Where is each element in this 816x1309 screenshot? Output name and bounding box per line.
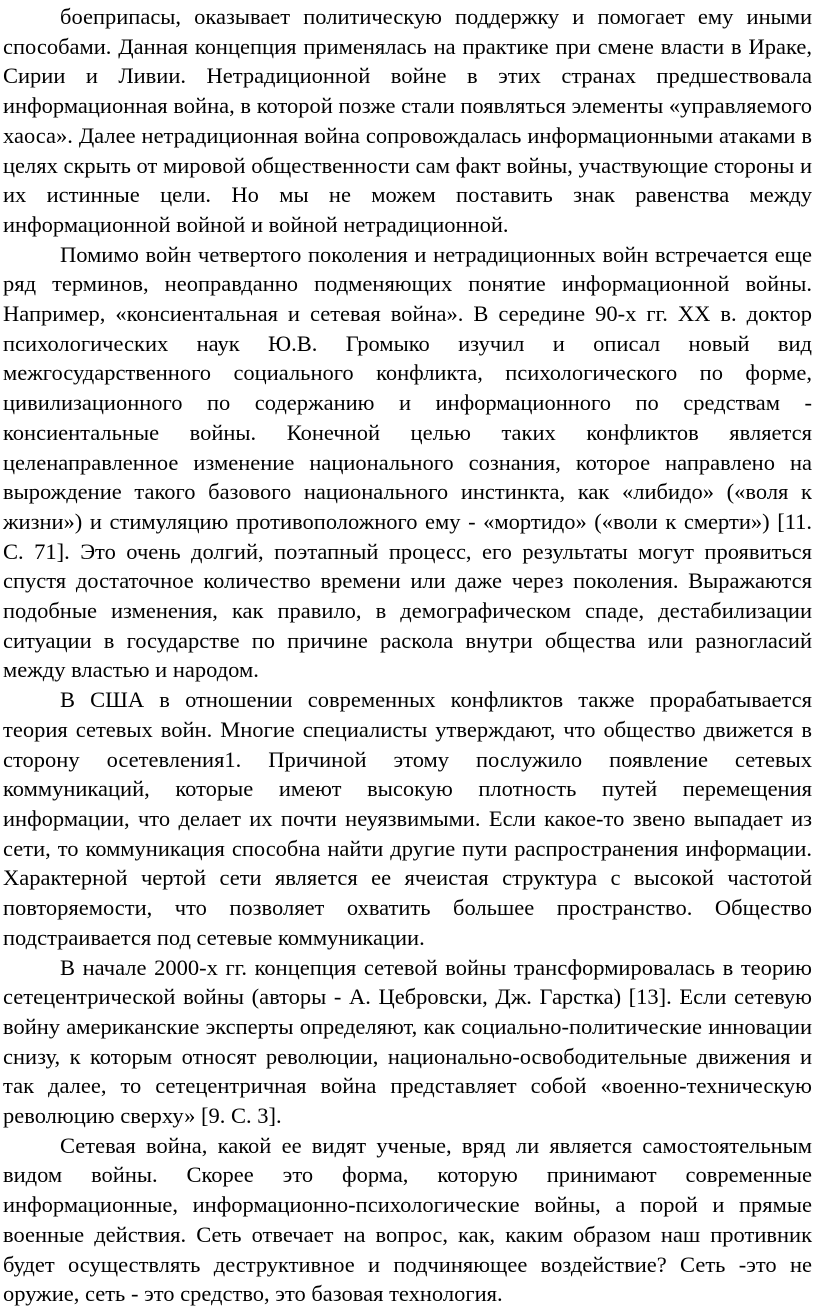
- paragraph-1: боеприпасы, оказывает политическую поддержку и помогает ему иными способами. Данная концепция применялась на практике при смене власти в Ираке, Сирии и Ливии. Нетрадиционной войне в этих странах предшествовала информационная война, в которой позже стали появляться элементы «управляемого хаоса». Далее нетрадиционная война сопровождалась информационными атаками в целях скрыть от мировой общественности сам факт войны, участвующие стороны и их истинные цели. Но мы не можем поставить знак равенства между информационной войной и войной нетрадиционной.: [3, 4, 812, 237]
- paragraph-3: В США в отношении современных конфликтов также прорабатывается теория сетевых войн. Многие специалисты утверждают, что общество движется в сторону осетевления1. Причиной этому послужило появление сетевых коммуникаций, которые имеют высокую плотность путей перемещения информации, что делает их почти неуязвимыми. Если какое-то звено выпадает из сети, то коммуникация способна найти другие пути распространения информации. Характерной чертой сети является ее ячеистая структура с высокой частотой повторяемости, что позволяет охватить большее пространство. Общество подстраивается под сетевые коммуникации.: [3, 687, 812, 950]
- paragraph-4: В начале 2000-х гг. концепция сетевой войны трансформировалась в теорию сетецентрической войны (авторы - А. Цебровски, Дж. Гарстка) [13]. Если сетевую войну американские эксперты определяют, как социально-политические инновации снизу, к которым относят революции, национально-освободительные движения и так далее, то сетецентричная война представляет собой «военно-техническую революцию сверху» [9. С. 3].: [3, 954, 812, 1129]
- paragraph-5: Сетевая война, какой ее видят ученые, вряд ли является самостоятельным видом войны. Скорее это форма, которую принимают современные информационные, информационно-психологические войны, а порой и прямые военные действия. Сеть отвечает на вопрос, как, каким образом наш противник будет осуществлять деструктивное и подчиняющее воздействие? Сеть -это не оружие, сеть - это средство, это базовая технология.: [3, 1132, 812, 1307]
- paragraph-2: Помимо войн четвертого поколения и нетрадиционных войн встречается еще ряд терминов, неоправданно подменяющих понятие информационной войны. Например, «консиентальная и сетевая война». В середине 90-х гг. XX в. доктор психологических наук Ю.В. Громыко изучил и описал новый вид межгосударственного социального конфликта, психологического по форме, цивилизационного по содержанию и информационного по средствам - консиентальные войны. Конечной целью таких конфликтов является целенаправленное изменение национального сознания, которое направлено на вырождение такого базового национального инстинкта, как «либидо» («воля к жизни») и стимуляцию противоположного ему - «мортидо» («воли к смерти») [11. С. 71]. Это очень долгий, поэтапный процесс, его результаты могут проявиться спустя достаточное количество времени или даже через поколения. Выражаются подобные изменения, как правило, в демографическом спаде, дестабилизации ситуации в государстве по причине раскола внутри общества или разногласий между властью и народом.: [3, 241, 812, 683]
